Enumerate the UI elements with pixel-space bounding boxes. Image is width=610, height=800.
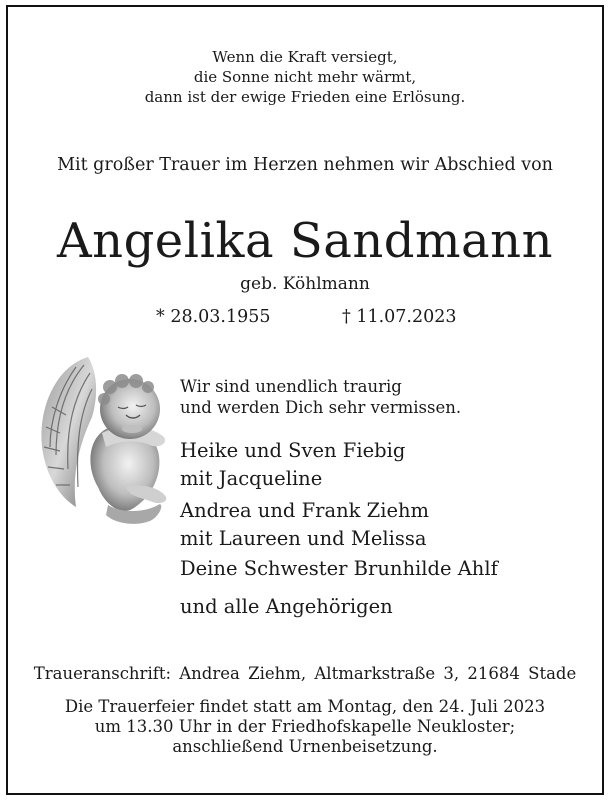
mourner-line: Deine Schwester Brunhilde Ahlf	[180, 557, 498, 580]
mourner-line: Heike und Sven Fiebig	[180, 439, 406, 462]
birth-date: * 28.03.1955	[156, 307, 271, 327]
mourner-group	[180, 437, 405, 493]
poem	[8, 47, 602, 107]
angel-figure-icon	[26, 337, 178, 537]
ceremony-info	[8, 697, 602, 757]
mourner-line: mit Laureen und Melissa	[180, 527, 427, 550]
ceremony-line: anschließend Urnenbeisetzung.	[172, 737, 438, 756]
obituary-frame	[6, 5, 604, 795]
poem-line: Wenn die Kraft versiegt,	[212, 48, 398, 66]
mourner-group	[180, 555, 498, 583]
deceased-name: Angelika Sandmann	[57, 213, 553, 269]
mourner-group	[180, 497, 429, 553]
birth-name: geb. Köhlmann	[240, 274, 370, 294]
poem-line: die Sonne nicht mehr wärmt,	[193, 68, 417, 86]
mourner-group	[180, 593, 393, 621]
message-line: Wir sind unendlich traurig	[180, 377, 402, 396]
ceremony-line: um 13.30 Uhr in der Friedhofskapelle Neukloster;	[94, 717, 516, 736]
death-date: † 11.07.2023	[342, 307, 457, 327]
mourner-line: mit Jacqueline	[180, 467, 323, 490]
mourning-address: Traueranschrift: Andrea Ziehm, Altmarkstraße 3, 21684 Stade	[33, 664, 577, 683]
life-dates	[8, 307, 602, 331]
farewell-message	[180, 376, 461, 418]
mourner-line: und alle Angehörigen	[180, 595, 393, 618]
mourner-line: Andrea und Frank Ziehm	[180, 499, 430, 522]
intro-text: Mit großer Trauer im Herzen nehmen wir Abschied von	[57, 155, 553, 175]
ceremony-line: Die Trauerfeier findet statt am Montag, den 24. Juli 2023	[64, 697, 546, 716]
message-line: und werden Dich sehr vermissen.	[180, 398, 462, 417]
poem-line: dann ist der ewige Frieden eine Erlösung.	[144, 88, 466, 106]
